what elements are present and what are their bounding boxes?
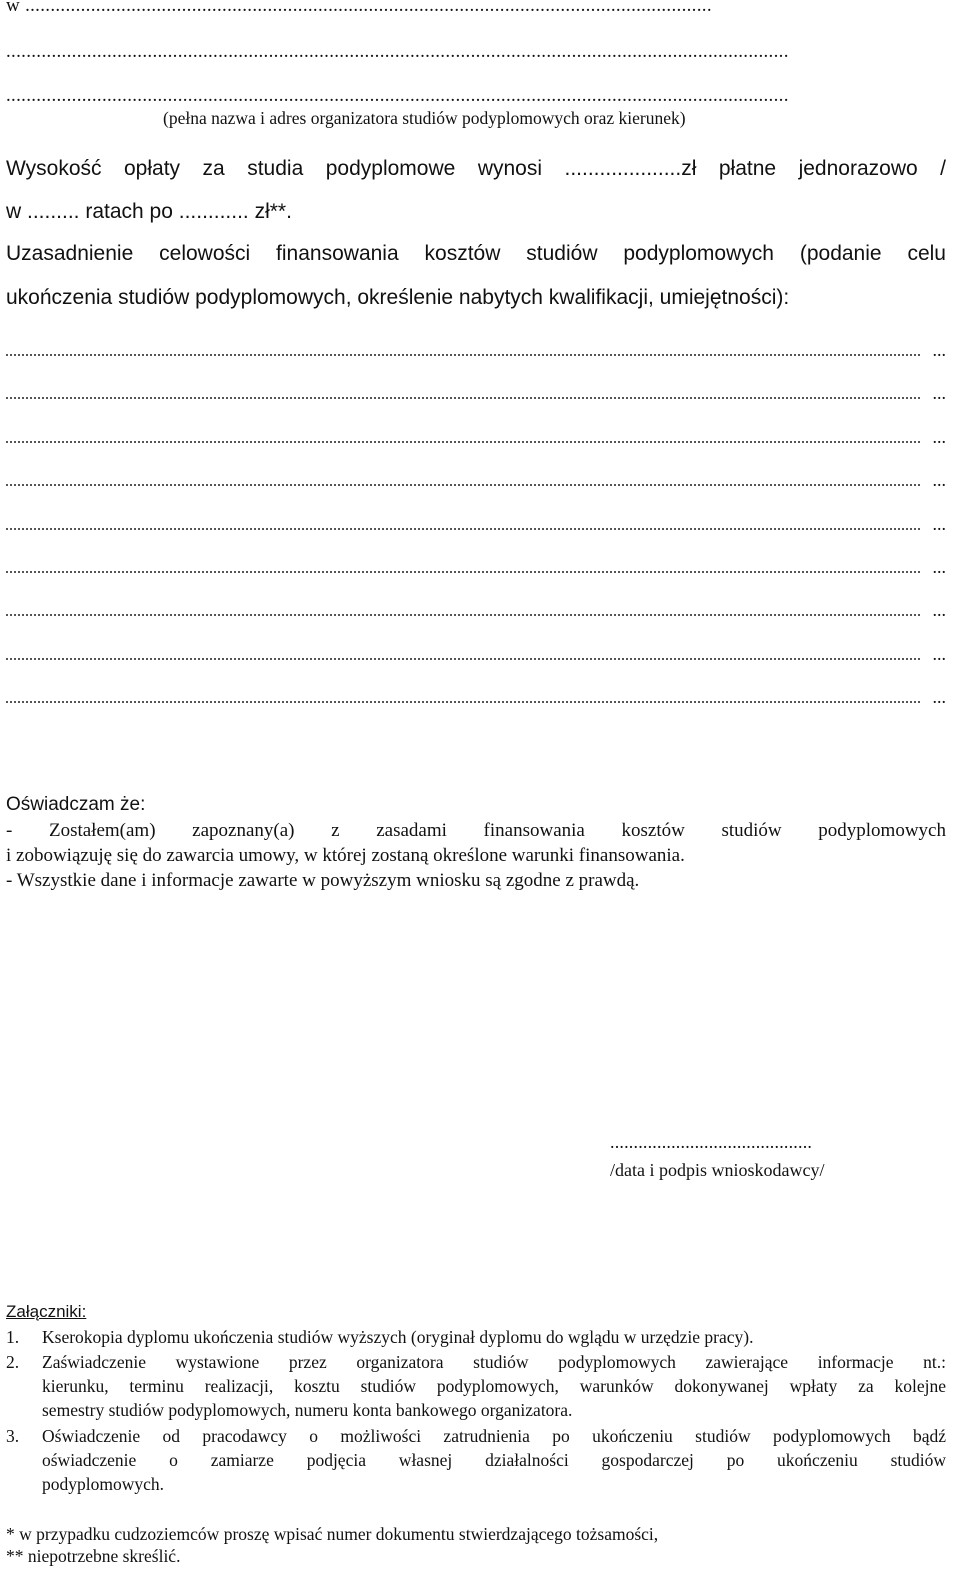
blank-line[interactable]: ... — [6, 466, 946, 490]
blank-line[interactable]: ... — [6, 640, 946, 664]
blank-line[interactable]: ... — [6, 510, 946, 534]
attachment-item-1: Kserokopia dyplomu ukończenia studiów wyższych (oryginał dyplomu do wglądu w urzędzie pracy). — [42, 1327, 754, 1347]
organizer-caption: (pełna nazwa i adres organizatora studiów podyplomowych oraz kierunek) — [163, 108, 686, 128]
footnote-2: ** niepotrzebne skreślić. — [6, 1546, 181, 1566]
fee-line-2: w ......... ratach po ............ zł**. — [6, 200, 292, 223]
declaration-heading: Oświadczam że: — [6, 794, 146, 815]
attachment-item-2: Zaświadczenie wystawione przez organizatora studiów podyplomowych zawierające informacje nt.: kierunku, terminu realizacji, kosztu studiów podyplomowych, warunków dokonywanej wpłaty za kolejne semestry studiów podyplomowych, numeru konta bankowego organizatora. — [42, 1352, 946, 1420]
attachment-number: 3. — [6, 1426, 20, 1446]
declaration-item-1-line-2: i zobowiązuję się do zawarcia umowy, w której zostaną określone warunki finansowania. — [6, 845, 685, 866]
blank-line[interactable]: ... — [6, 596, 946, 620]
justification-line-2: ukończenia studiów podyplomowych, określenie nabytych kwalifikacji, umiejętności): — [6, 286, 790, 309]
attachment-item-3: Oświadczenie od pracodawcy o możliwości zatrudnienia po ukończeniu studiów podyplomowych bądź oświadczenie o zamiarze podjęcia własnej działalności gospodarczej po ukończeniu studiów podyplomowych. — [42, 1426, 946, 1494]
organizer-line-3: ........................................................................................................................................................... — [6, 85, 789, 106]
organizer-line-1: w ........................................................................................................................................ — [6, 0, 712, 16]
blank-line[interactable]: ... — [6, 683, 946, 707]
footnote-1: * w przypadku cudzoziemców proszę wpisać numer dokumentu stwierdzającego tożsamości, — [6, 1524, 659, 1544]
fee-line-1: Wysokość opłaty za studia podyplomowe wynosi ....................zł płatne jednorazowo / — [6, 157, 946, 180]
declaration-item-1-line-1: - Zostałem(am) zapoznany(a) z zasadami finansowania kosztów studiów podyplomowych — [6, 820, 946, 841]
signature-line[interactable]: ........................................... — [610, 1132, 813, 1152]
attachments-heading: Załączniki: — [6, 1302, 87, 1321]
attachment-number: 1. — [6, 1327, 20, 1347]
declaration-item-2: - Wszystkie dane i informacje zawarte w powyższym wniosku są zgodne z prawdą. — [6, 870, 640, 891]
attachment-number: 2. — [6, 1352, 20, 1372]
blank-line[interactable]: ... — [6, 423, 946, 447]
justification-line-1: Uzasadnienie celowości finansowania kosztów studiów podyplomowych (podanie celu — [6, 242, 946, 265]
organizer-line-2: ........................................................................................................................................................... — [6, 41, 789, 62]
blank-line[interactable]: ... — [6, 553, 946, 577]
blank-line[interactable]: ... — [6, 379, 946, 403]
blank-line[interactable]: ... — [6, 336, 946, 360]
signature-caption: /data i podpis wnioskodawcy/ — [610, 1160, 825, 1180]
